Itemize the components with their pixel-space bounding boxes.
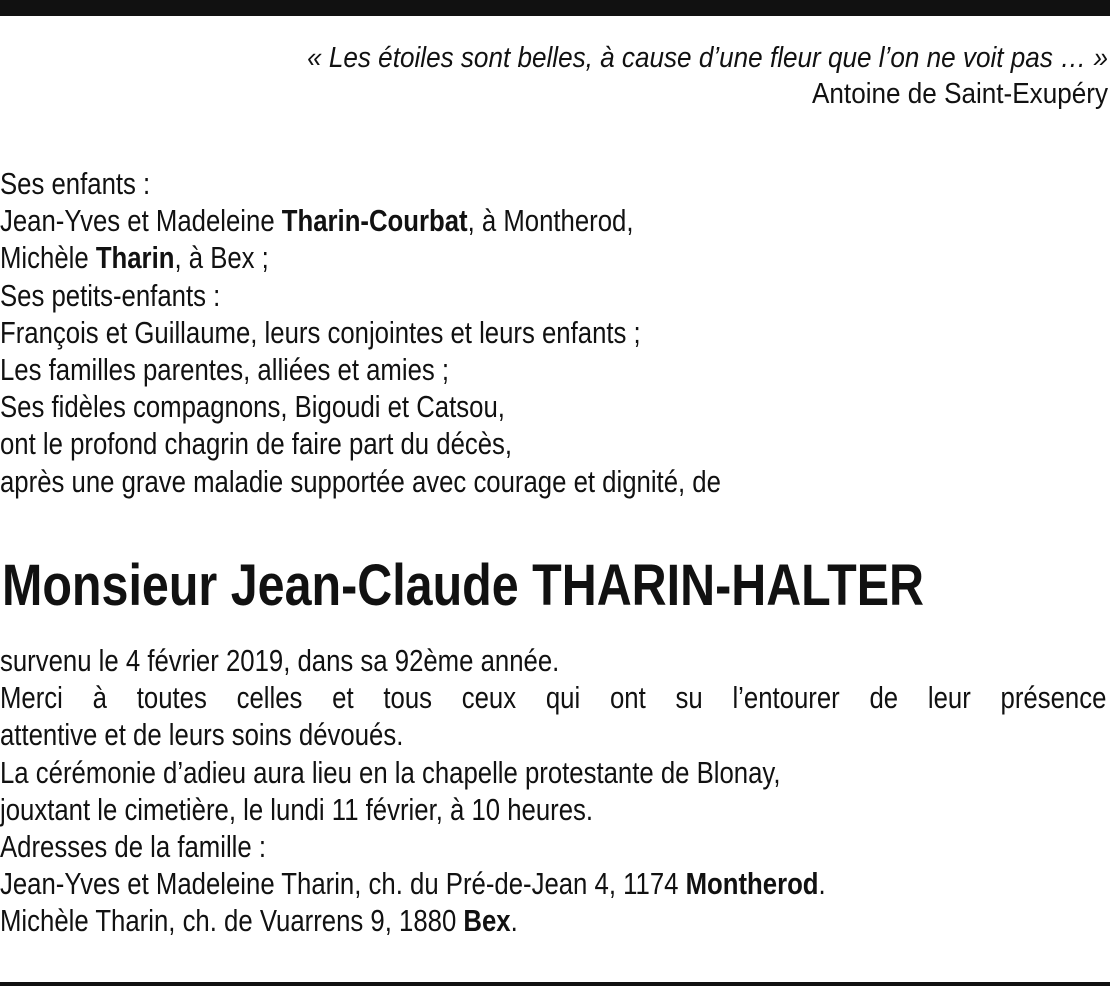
- child2-suffix: , à Bex ;: [174, 240, 269, 276]
- child1-prefix: Jean-Yves et Madeleine: [0, 203, 282, 239]
- family-announcement: [0, 165, 721, 500]
- child-line-2: [0, 239, 721, 276]
- address1-prefix: Jean-Yves et Madeleine Tharin, ch. du Pré-de-Jean 4, 1174: [0, 866, 686, 902]
- child1-surname: Tharin-Courbat: [281, 203, 468, 239]
- epigraph-quote: « Les étoiles sont belles, à cause d’une fleur que l’on ne voit pas … »: [307, 42, 1108, 74]
- ceremony-line-2: jouxtant le cimetière, le lundi 11 février, à 10 heures.: [0, 791, 594, 827]
- address-line-2: [0, 902, 1106, 939]
- address-line-1: [0, 865, 1106, 902]
- address2-prefix: Michèle Tharin, ch. de Vuarrens 9, 1880: [0, 903, 464, 939]
- announcement-line-1: ont le profond chagrin de faire part du décès,: [0, 426, 513, 462]
- deceased-name: Monsieur Jean-Claude THARIN-HALTER: [2, 553, 925, 618]
- obituary-details: [0, 642, 1106, 940]
- bottom-border-rule: [0, 982, 1110, 986]
- companions-line: Ses fidèles compagnons, Bigoudi et Catsou,: [0, 389, 505, 425]
- child-line-1: [0, 202, 721, 239]
- grandchildren-heading: Ses petits-enfants :: [0, 277, 221, 313]
- address2-end: .: [510, 903, 518, 939]
- children-heading: Ses enfants :: [0, 166, 151, 201]
- child1-suffix: , à Montherod,: [467, 203, 634, 239]
- date-line: survenu le 4 février 2019, dans sa 92ème année.: [0, 643, 560, 678]
- grandchildren-line: François et Guillaume, leurs conjointes et leurs enfants ;: [0, 314, 641, 350]
- ceremony-line-1: La cérémonie d’adieu aura lieu en la chapelle protestante de Blonay,: [0, 754, 781, 790]
- epigraph: [111, 40, 1108, 112]
- epigraph-author: Antoine de Saint-Exupéry: [812, 78, 1108, 110]
- address1-city: Montherod: [685, 866, 819, 902]
- thanks-line-2: attentive et de leurs soins dévoués.: [0, 717, 404, 753]
- announcement-line-2: après une grave maladie supportée avec courage et dignité, de: [0, 463, 721, 499]
- addresses-heading: Adresses de la famille :: [0, 828, 267, 864]
- address2-city: Bex: [463, 903, 511, 939]
- address1-end: .: [818, 866, 826, 902]
- child2-prefix: Michèle: [0, 240, 96, 276]
- relatives-line: Les familles parentes, alliées et amies ;: [0, 351, 450, 387]
- child2-surname: Tharin: [95, 240, 175, 276]
- thanks-line-1: Merci à toutes celles et tous ceux qui ont su l’entourer de leur présence: [0, 680, 1107, 716]
